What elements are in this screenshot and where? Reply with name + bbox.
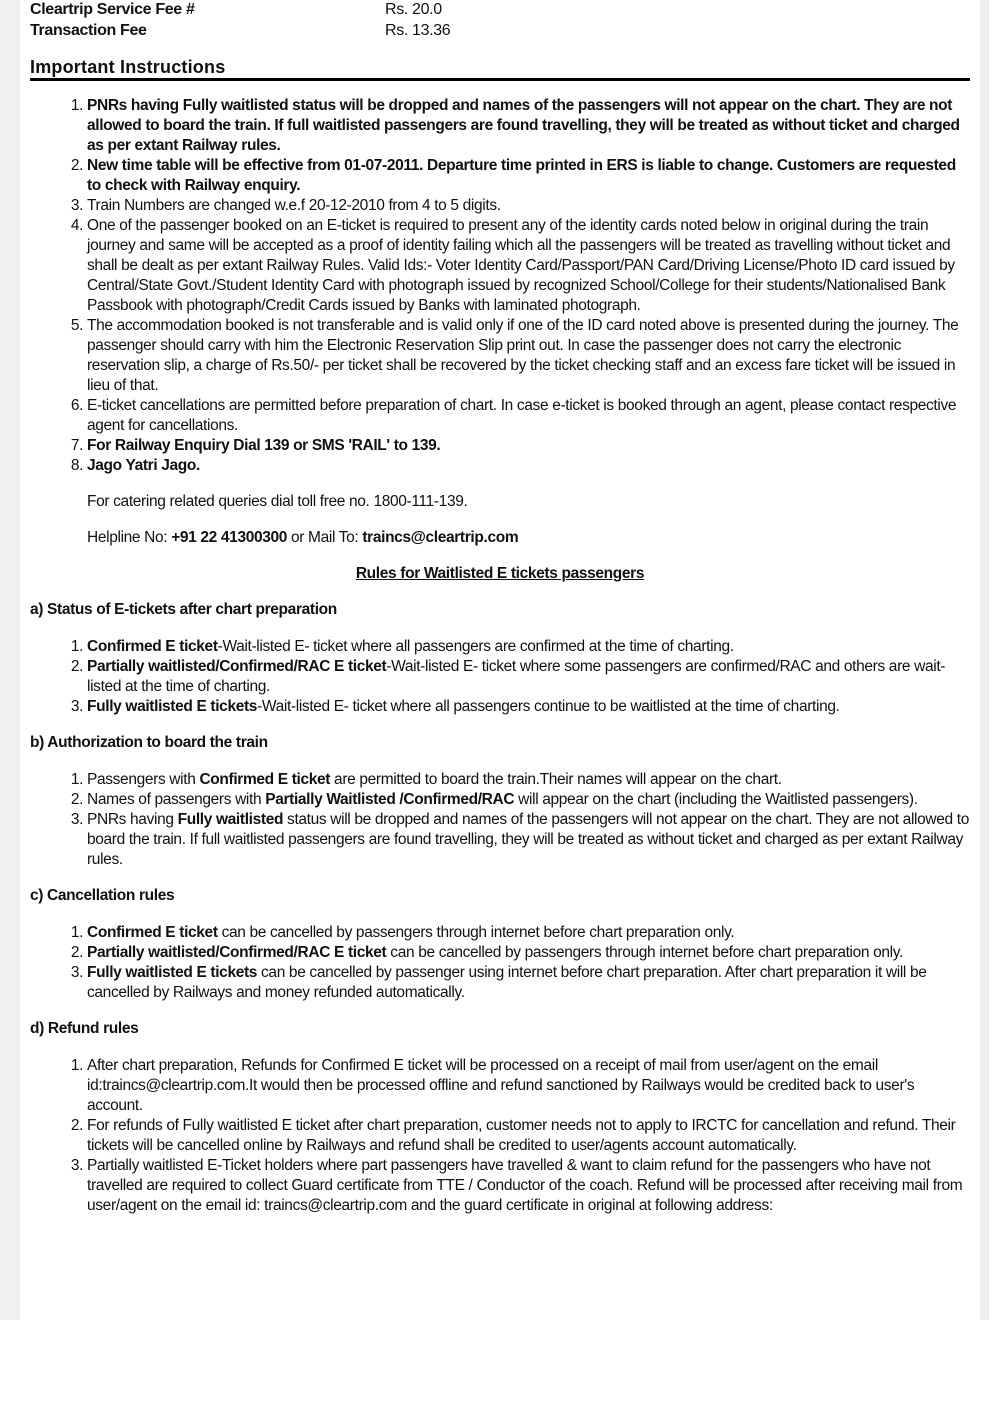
helpline-line [87, 528, 970, 548]
fee-label: Transaction Fee [30, 22, 147, 39]
instruction-text: E-ticket cancellations are permitted before preparation of chart. In case e-ticket is booked through an agent, please contact respective agent for cancellations. [87, 397, 957, 434]
helpline-email-link[interactable]: traincs@cleartrip.com [362, 529, 519, 546]
rules-heading: Rules for Waitlisted E tickets passengers [355, 565, 645, 582]
document-page [20, 0, 980, 1320]
instruction-bold-text: PNRs having Fully waitlisted status will be dropped and names of the passengers will not appear on the chart. They are not allowed to board the train. If full waitlisted passengers are found travelling, they will be treated as without ticket and charged as per extant Railway rules. [87, 97, 960, 154]
rule-item [87, 657, 970, 697]
instruction-item [87, 396, 970, 436]
rule-item [87, 637, 970, 657]
rule-text: -Wait-listed E- ticket where all passengers continue to be waitlisted at the time of charting. [257, 698, 840, 715]
rule-bold-text: Partially waitlisted/Confirmed/RAC E ticket [87, 658, 387, 675]
section-a-list [30, 637, 970, 717]
section-b-heading: b) Authorization to board the train [30, 734, 268, 751]
page-content [30, 0, 970, 1216]
section-b-list [30, 770, 970, 870]
helpline-mid-text: or Mail To: [287, 529, 363, 546]
rule-text: will appear on the chart (including the Waitlisted passengers). [514, 791, 918, 808]
rule-bold-text: Confirmed E ticket [87, 924, 218, 941]
section-c-list [30, 923, 970, 1003]
section-d-list [30, 1056, 970, 1216]
fee-label: Cleartrip Service Fee # [30, 1, 195, 18]
rule-item [87, 943, 970, 963]
rule-text: -Wait-listed E- ticket where all passengers are confirmed at the time of charting. [217, 638, 734, 655]
instruction-item [87, 156, 970, 196]
fee-row-transaction [30, 21, 970, 42]
rule-text: -Wait-listed E- ticket where some passengers are confirmed/RAC and others are wait-listed at the time of charting. [87, 658, 946, 695]
rule-item [87, 923, 970, 943]
rule-bold-text: Partially Waitlisted /Confirmed/RAC [265, 791, 515, 808]
section-d-heading: d) Refund rules [30, 1020, 139, 1037]
rule-pre-text: PNRs having [87, 811, 178, 828]
fee-value: Rs. 20.0 [385, 1, 442, 18]
rule-text: can be cancelled by passengers through internet before chart preparation only. [386, 944, 903, 961]
important-instructions-heading: Important Instructions [30, 57, 970, 81]
instruction-text: Train Numbers are changed w.e.f 20-12-2010 from 4 to 5 digits. [87, 197, 501, 214]
instruction-item [87, 196, 970, 216]
instruction-bold-text: New time table will be effective from 01-07-2011. Departure time printed in ERS is liable to change. Customers are requested to check with Railway enquiry. [87, 157, 956, 194]
helpline-phone: +91 22 41300300 [171, 529, 288, 546]
rule-item [87, 770, 970, 790]
rule-text: For refunds of Fully waitlisted E ticket after chart preparation, customer needs not to apply to IRCTC for cancellation and refund. Their tickets will be cancelled online by Railways and refund shall be credited to user/agents account automatically. [87, 1117, 956, 1154]
rule-item [87, 697, 970, 717]
catering-note: For catering related queries dial toll free no. 1800-111-139. [87, 493, 468, 510]
rule-bold-text: Confirmed E ticket [199, 771, 331, 788]
rule-text: After chart preparation, Refunds for Confirmed E ticket will be processed on a receipt of mail from user/agent on the email id:traincs@cleartrip.com.It would then be processed offline and refund sanctioned by Railways would be credited back to user's account. [87, 1057, 915, 1114]
instruction-item [87, 436, 970, 456]
rule-item [87, 790, 970, 810]
rule-item [87, 1156, 970, 1216]
right-page-gutter [980, 0, 989, 1320]
rule-text: can be cancelled by passengers through internet before chart preparation only. [217, 924, 735, 941]
rule-pre-text: Passengers with [87, 771, 200, 788]
fee-value: Rs. 13.36 [385, 22, 451, 39]
instruction-item [87, 96, 970, 156]
rule-item [87, 1056, 970, 1116]
instruction-text: One of the passenger booked on an E-ticket is required to present any of the identity cards noted below in original during the train journey and same will be accepted as a proof of identity failing which all the passengers will be treated as travelling without ticket and shall be dealt as per extant Railway Rules. Valid Ids:- Voter Identity Card/Passport/PAN Card/Driving License/Photo ID card issued by Central/State Govt./Student Identity Card with photograph issued by recognized School/College for their students/Nationalised Bank Passbook with photograph/Credit Cards issued by Banks with laminated photograph. [87, 217, 955, 314]
section-a-heading: a) Status of E-tickets after chart preparation [30, 601, 337, 618]
rule-bold-text: Fully waitlisted E tickets [87, 698, 258, 715]
instruction-item [87, 316, 970, 396]
important-instructions-list [30, 96, 970, 476]
rule-bold-text: Confirmed E ticket [87, 638, 218, 655]
rule-item [87, 963, 970, 1003]
instruction-item [87, 456, 970, 476]
rule-text: Partially waitlisted E-Ticket holders where part passengers have travelled & want to claim refund for the passengers who have not travelled are required to collect Guard certificate from TTE / Conductor of the coach. Refund will be processed after receiving mail from user/agent on the email id: traincs@cleartrip.com and the guard certificate in original at following address: [87, 1157, 963, 1214]
left-page-gutter [0, 0, 20, 1320]
rule-text: status will be dropped and names of the passengers will not appear on the chart. They are not allowed to board the train. If full waitlisted passengers are found travelling, they will be treated as without ticket and charged as per extant Railway rules. [87, 811, 969, 868]
instruction-text: The accommodation booked is not transferable and is valid only if one of the ID card noted above is presented during the journey. The passenger should carry with him the Electronic Reservation Slip print out. In case the passenger does not carry the electronic reservation slip, a charge of Rs.50/- per ticket shall be recovered by the ticket checking staff and an excess fare ticket will be issued in lieu of that. [87, 317, 959, 394]
rule-bold-text: Partially waitlisted/Confirmed/RAC E ticket [87, 944, 387, 961]
section-c-heading: c) Cancellation rules [30, 887, 175, 904]
instruction-item [87, 216, 970, 316]
rule-pre-text: Names of passengers with [87, 791, 266, 808]
rule-text: can be cancelled by passenger using internet before chart preparation. After chart preparation it will be cancelled by Railways and money refunded automatically. [87, 964, 927, 1001]
rule-item [87, 1116, 970, 1156]
rule-text: are permitted to board the train.Their names will appear on the chart. [330, 771, 782, 788]
rule-bold-text: Fully waitlisted E tickets [87, 964, 258, 981]
instruction-bold-text: For Railway Enquiry Dial 139 or SMS 'RAIL' to 139. [87, 437, 441, 454]
rule-item [87, 810, 970, 870]
instruction-bold-text: Jago Yatri Jago. [87, 457, 200, 474]
fee-row-service [30, 0, 970, 21]
rule-bold-text: Fully waitlisted [177, 811, 284, 828]
helpline-label: Helpline No: [87, 529, 172, 546]
